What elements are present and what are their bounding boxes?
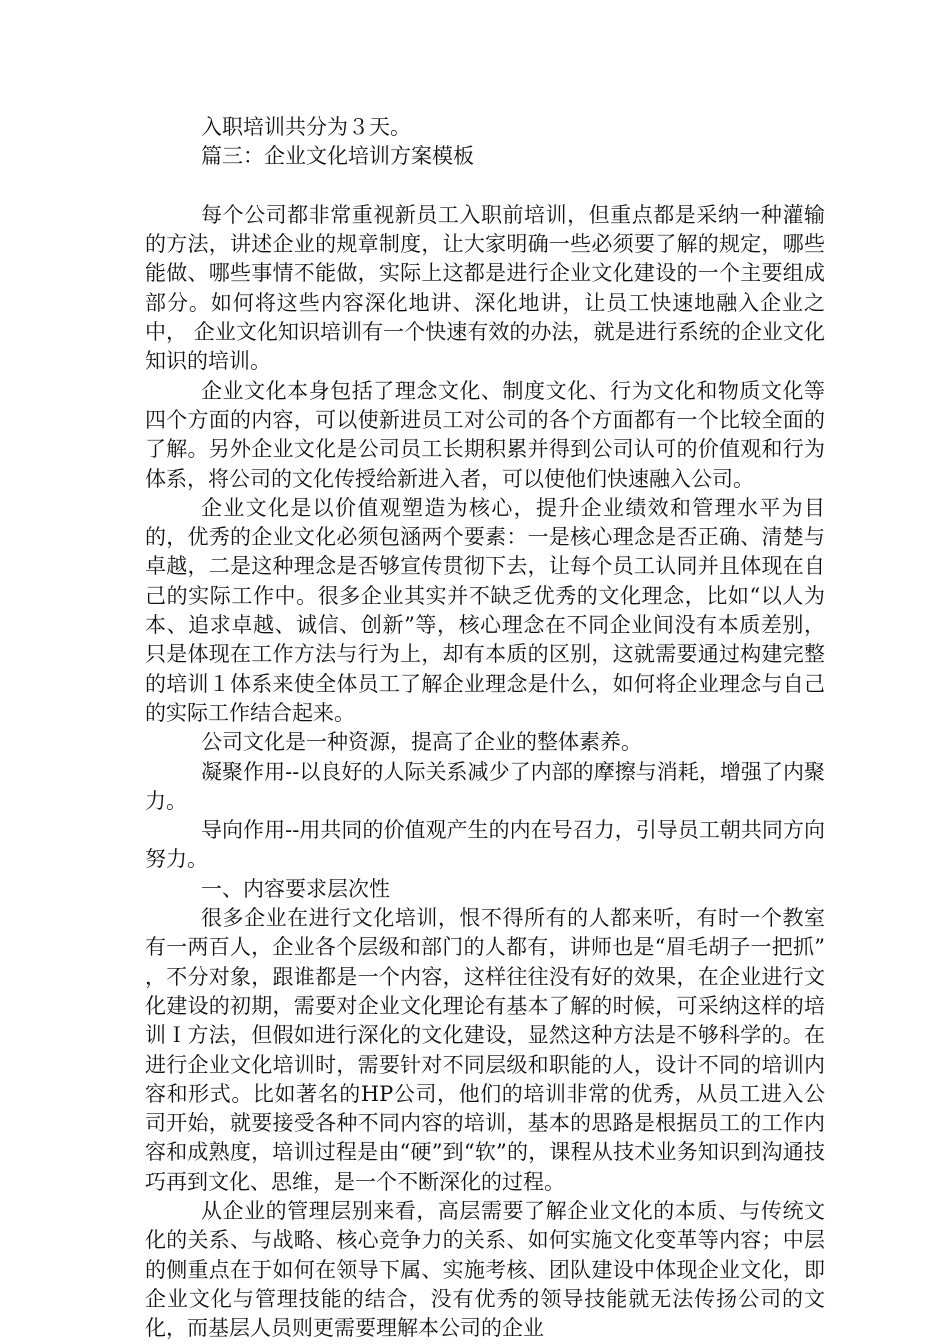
subheading-content-requirements: 一、内容要求层次性 — [201, 876, 390, 901]
paragraph-2: 企业文化本身包括了理念文化、制度文化、行为文化和物质文化等四个方面的内容，可以使新进员工对公司的各个方面都有一个比较全面的了解。另外企业文化是公司员工长期积累并得到公司认可的价值观和行为体系，将公司的文化传授给新进入者，可以使他们快速融入公司。 — [145, 378, 825, 491]
paragraph-8: 从企业的管理层别来看，高层需要了解企业文化的本质、与传统文化的关系、与战略、核心竞争力的关系、如何实施文化变革等内容；中层的侧重点在于如何在领导下属、实施考核、团队建设中体现企业文化，即企业文化与管理技能的结合，没有优秀的领导技能就无法传扬公司的文化，而基层人员则更需要理解本公司的企业 — [145, 1198, 825, 1341]
section-heading: 篇三：企业文化培训方案模板 — [201, 144, 474, 169]
paragraph-5: 凝聚作用--以良好的人际关系减少了内部的摩擦与消耗，增强了内聚力。 — [145, 759, 825, 813]
paragraph-4: 公司文化是一种资源，提高了企业的整体素养。 — [201, 730, 642, 755]
document-body — [145, 113, 832, 1343]
paragraph-intro-days: 入职培训共分为３天。 — [201, 115, 411, 139]
blank-line — [145, 172, 825, 201]
paragraph-7: 很多企业在进行文化培训，恨不得所有的人都来听，有时一个教室有一两百人，企业各个层级和部门的人都有，讲师也是“眉毛胡子一把抓” ，不分对象，跟谁都是一个内容，这样往往没有好的效果，在企业进行文化建设的初期，需要对企业文化理论有基本了解的时候，可采纳这样的培训Ｉ方法，但假如进行深化的文化建设，显然这种方法是不够科学的。在进行企业文化培训时，需要针对不同层级和职能的人，设计不同的培训内容和形式。比如著名的HP公司，他们的培训非常的优秀，从员工进入公司开始，就要接受各种不同内容的培训，基本的思路是根据员工的工作内容和成熟度，培训过程是由“硬”到“软”的，课程从技术业务知识到沟通技巧再到文化、思维，是一个不断深化的过程。 — [145, 906, 832, 1194]
paragraph-3: 企业文化是以价值观塑造为核心，提升企业绩效和管理水平为目的，优秀的企业文化必须包涵两个要素：一是核心理念是否正确、清楚与卓越，二是这种理念是否够宣传贯彻下去，让每个员工认同并且体现在自己的实际工作中。很多企业其实并不缺乏优秀的文化理念，比如“以人为本、追求卓越、诚信、创新”等，核心理念在不同企业间没有本质差别，只是体现在工作方法与行为上，却有本质的区别，这就需要通过构建完整的培训１体系来使全体员工了解企业理念是什么，如何将企业理念与自己的实际工作结合起来。 — [145, 495, 825, 725]
paragraph-6: 导向作用--用共同的价值观产生的内在号召力，引导员工朝共同方向努力。 — [145, 818, 825, 872]
paragraph-1: 每个公司都非常重视新员工入职前培训，但重点都是采纳一种灌输的方法，讲述企业的规章制度，让大家明确一些必须要了解的规定，哪些能做、哪些事情不能做，实际上这都是进行企业文化建设的一个主要组成部分。如何将这些内容深化地讲、深化地讲，让员工快速地融入企业之中， 企业文化知识培训有一个快速有效的办法，就是进行系统的企业文化知识的培训。 — [145, 202, 825, 374]
